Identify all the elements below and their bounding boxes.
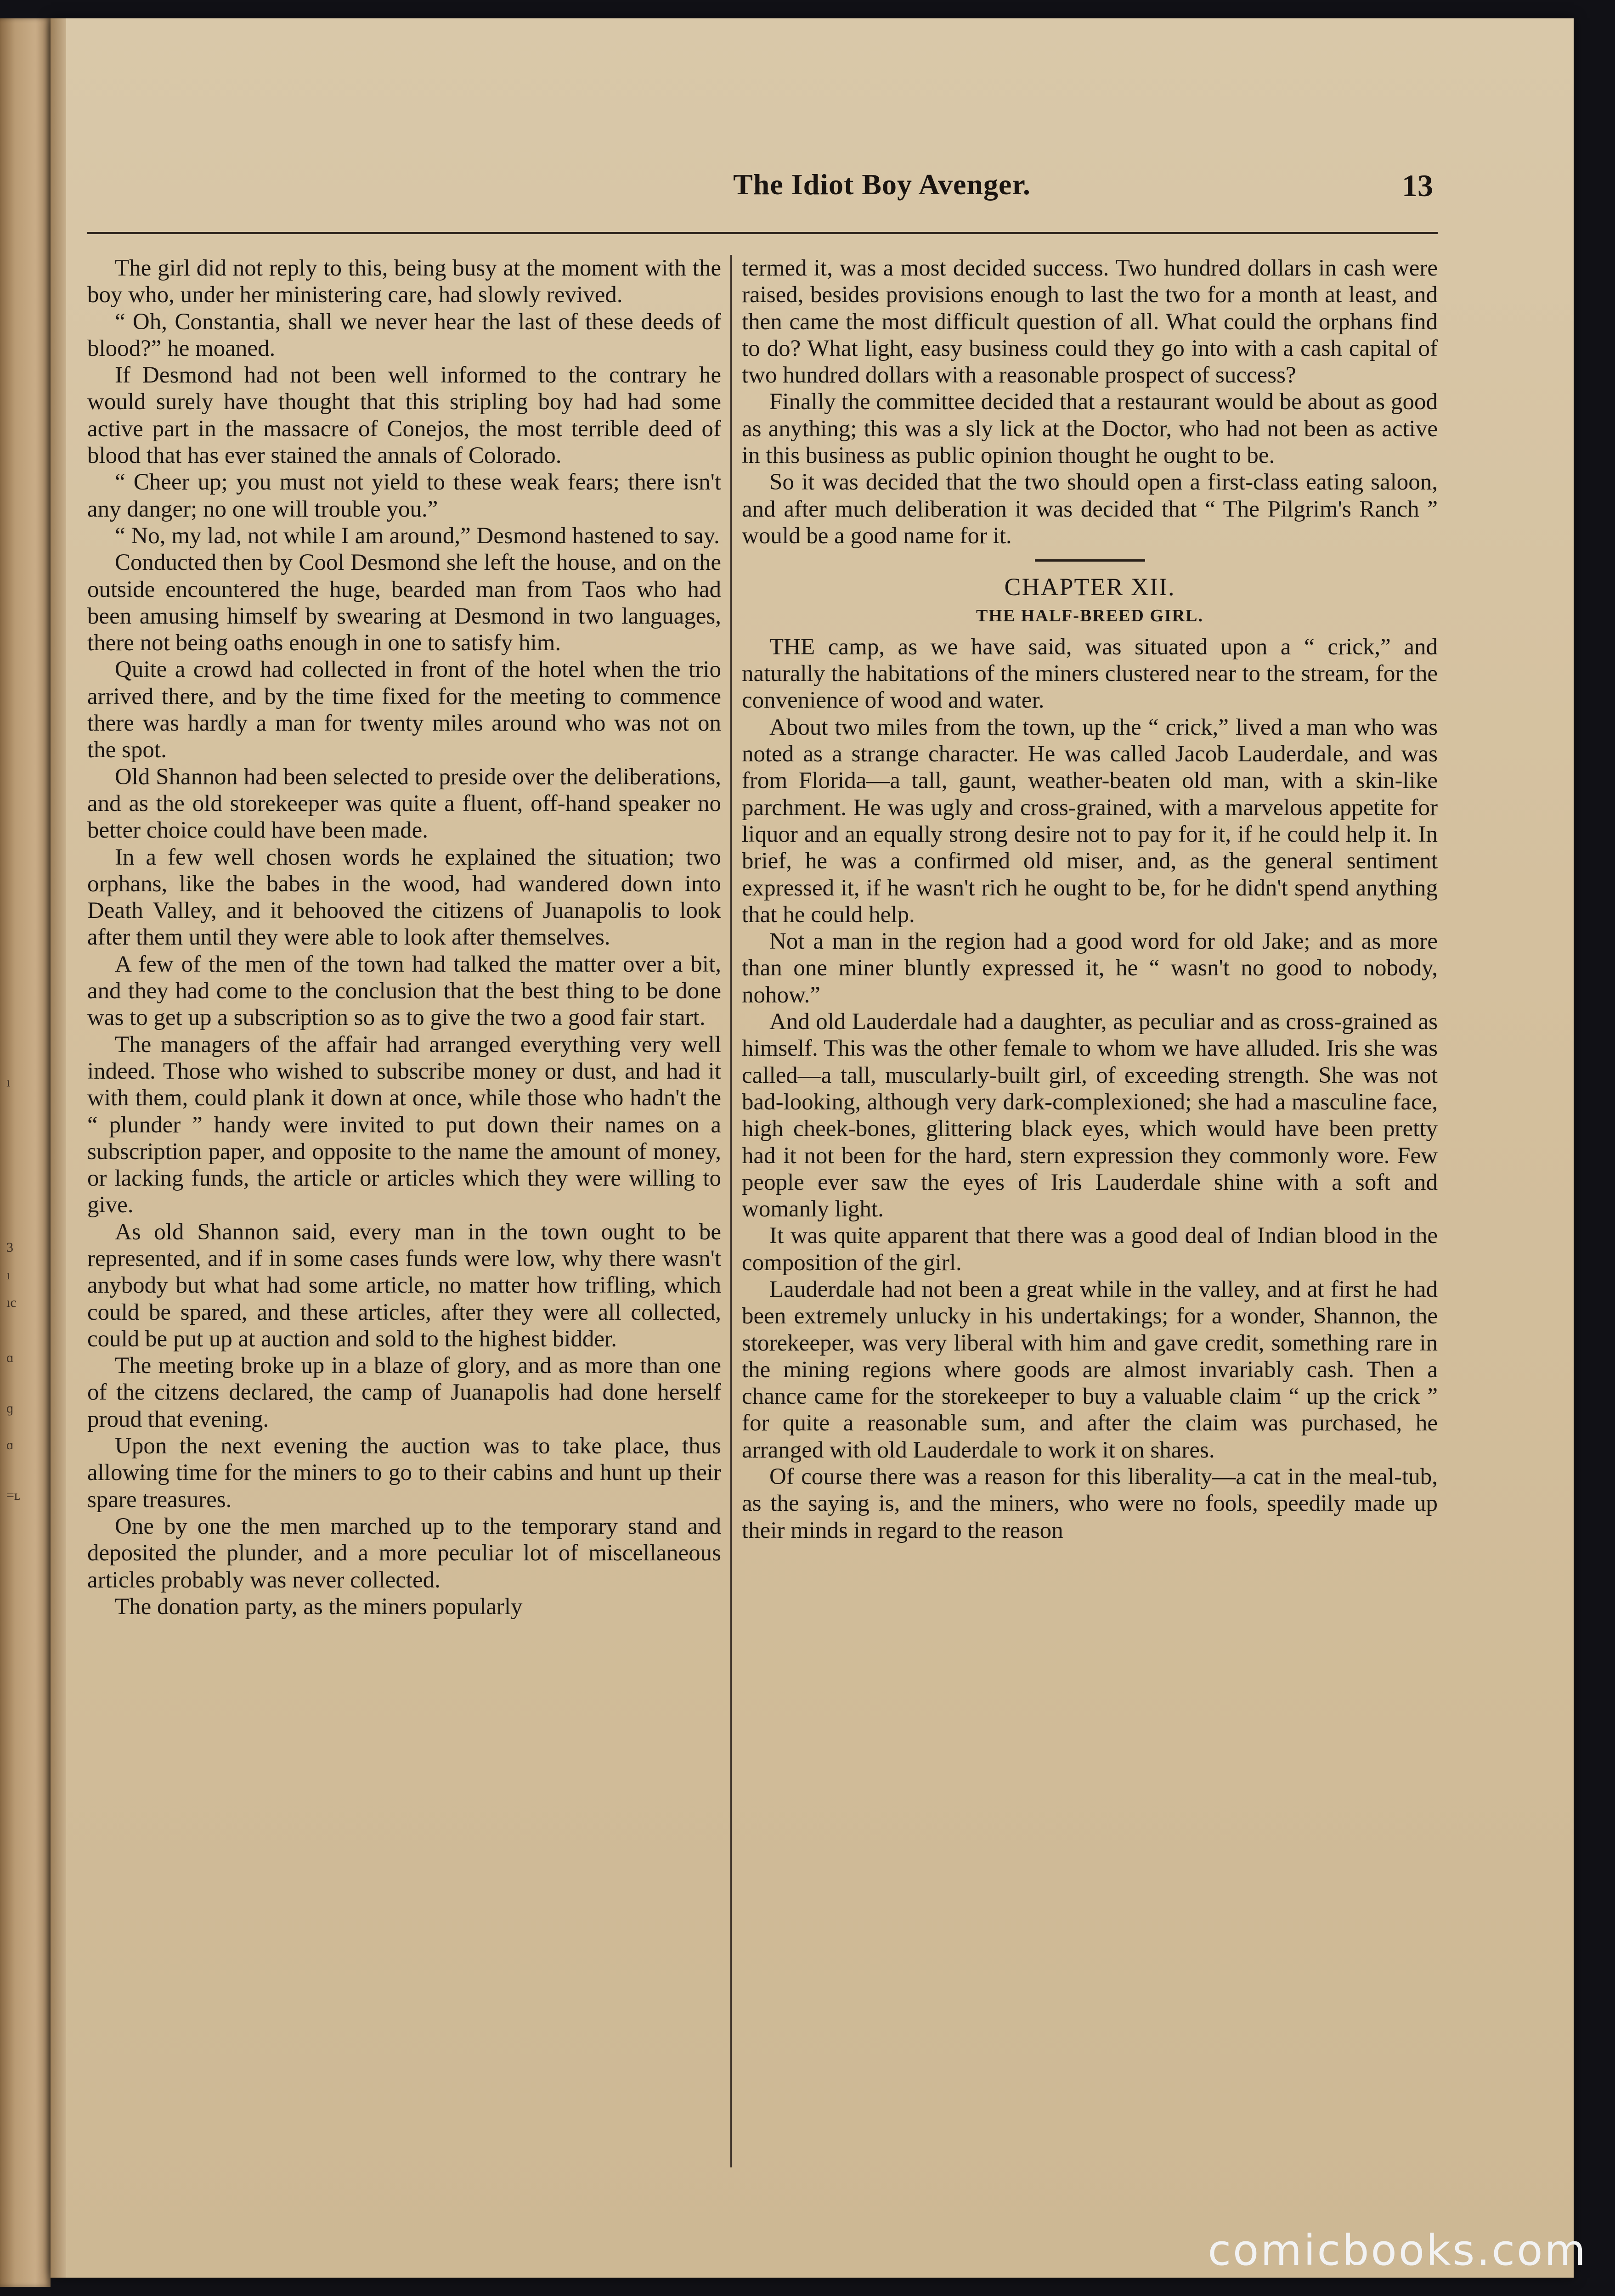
paragraph: THE camp, as we have said, was situated upon a “ crick,” and naturally the habitations of the miners clustered near to the stream, for the convenience of wood and water. bbox=[742, 634, 1438, 714]
page-edge-fragment: 3 bbox=[6, 1240, 13, 1255]
paragraph: The girl did not reply to this, being busy at the moment with the boy who, under her ministering care, had slowly revived. bbox=[87, 255, 721, 308]
left-column bbox=[87, 255, 721, 1620]
page-edge-fragment: ɑ bbox=[6, 1437, 14, 1452]
paragraph: Finally the committee decided that a restaurant would be about as good as anything; this was a sly lick at the Doctor, who had not been as active in this business as public opinion thought he ought to be. bbox=[742, 389, 1438, 469]
paragraph: It was quite apparent that there was a good deal of Indian blood in the composition of the girl. bbox=[742, 1223, 1438, 1276]
paragraph: So it was decided that the two should open a first-class eating saloon, and after much deliberation it was decided that “ The Pilgrim's Ranch ” would be a good name for it. bbox=[742, 469, 1438, 549]
page-edge-fragment: ı bbox=[6, 1075, 11, 1090]
right-column bbox=[742, 255, 1438, 1544]
paragraph: Not a man in the region had a good word for old Jake; and as more than one miner bluntly expressed it, he “ wasn't no good to nobody, nohow.” bbox=[742, 929, 1438, 1008]
page-edge-fragment: ɡ bbox=[6, 1401, 13, 1416]
paragraph: Quite a crowd had collected in front of the hotel when the trio arrived there, and by the time fixed for the meeting to commence there was hardly a man for twenty miles around who was not on the spot. bbox=[87, 657, 721, 763]
page-edge-fragment: ı bbox=[6, 1267, 11, 1283]
header-rule bbox=[87, 232, 1438, 234]
paragraph: A few of the men of the town had talked the matter over a bit, and they had come to the conclusion that the best thing to be done was to get up a subscription so as to give the two a good fair start. bbox=[87, 951, 721, 1031]
running-title: The Idiot Boy Avenger. bbox=[733, 168, 1031, 201]
paragraph: The donation party, as the miners popularly bbox=[115, 1593, 523, 1620]
paragraph: The meeting broke up in a blaze of glory, and as more than one of the citzens declared, the camp of Juanapolis had done herself proud that evening. bbox=[87, 1353, 721, 1432]
running-header bbox=[92, 168, 1433, 218]
chapter-subtitle: THE HALF-BREED GIRL. bbox=[976, 606, 1204, 625]
paragraph: Old Shannon had been selected to preside over the deliberations, and as the old storekeeper was quite a fluent, off-hand speaker no better choice could have been made. bbox=[87, 764, 721, 844]
paragraph: Conducted then by Cool Desmond she left the house, and on the outside encountered the huge, bearded man from Taos who had been amusing himself by swearing at Desmond in two languages, there not being oaths enough in one to satisfy him. bbox=[87, 550, 721, 656]
paragraph: Upon the next evening the auction was to take place, thus allowing time for the miners to go to their cabins and hunt up their spare treasures. bbox=[87, 1433, 721, 1513]
paragraph: One by one the men marched up to the temporary stand and deposited the plunder, and a more peculiar lot of miscellaneous articles probably was never collected. bbox=[87, 1513, 721, 1593]
paragraph: In a few well chosen words he explained the situation; two orphans, like the babes in the wood, had wandered down into Death Valley, and it behooved the citizens of Juanapolis to look after them until they were able to look after themselves. bbox=[87, 844, 721, 951]
chapter-rule bbox=[1035, 559, 1145, 562]
paragraph: As old Shannon said, every man in the town ought to be represented, and if in some cases funds were low, why there wasn't anybody but what had some article, no matter how trifling, which could be spared, and these articles, after they were all collected, could be put up at auction and sold to the highest bidder. bbox=[87, 1219, 721, 1352]
paragraph: Lauderdale had not been a great while in the valley, and at first he had been extremely unlucky in his undertakings; for a wonder, Shannon, the storekeeper, was very liberal with him and gave credit, something rare in the mining regions where goods are almost invariably cash. Then a chance came for the storekeeper to buy a valuable claim “ up the crick ” for quite a reasonable sum, and after the claim was purchased, he arranged with old Lauderdale to work it on shares. bbox=[742, 1276, 1438, 1463]
paragraph: About two miles from the town, up the “ crick,” lived a man who was noted as a strange character. He was called Jacob Lauderdale, and was from Florida—a tall, gaunt, weather-beaten old man, with a skin-like parchment. He was ugly and cross-grained, with a marvelous appetite for liquor and an equally strong desire not to pay for it, if he could help it. In brief, he was a confirmed old miser, and, as the general sentiment expressed it, if he wasn't rich he ought to be, for he didn't spend anything that he could help. bbox=[742, 714, 1438, 928]
page-edge-fragment: ɑ bbox=[6, 1350, 14, 1365]
page-edge-fragment: ıc bbox=[6, 1295, 17, 1310]
paragraph: “ Oh, Constantia, shall we never hear the last of these deeds of blood?” he moaned. bbox=[87, 309, 721, 361]
paragraph: The managers of the affair had arranged everything very well indeed. Those who wished to subscribe money or dust, and had it with them, could plank it down at once, while those who hadn't the “ plunder ” handy were invited to put down their names on a subscription paper, and opposite to the name the amount of money, or lacking funds, the article or articles which they were willing to give. bbox=[87, 1031, 721, 1218]
page-spine bbox=[51, 18, 66, 2278]
previous-page-edge bbox=[0, 18, 51, 2287]
paragraph: Of course there was a reason for this liberality—a cat in the meal-tub, as the saying is, and the miners, who were no fools, speedily made up their minds in regard to the reason bbox=[742, 1464, 1438, 1543]
paragraph: termed it, was a most decided success. Two hundred dollars in cash were raised, besides provisions enough to last the two for a month at least, and then came the most difficult question of all. What could the orphans find to do? What light, easy business could they go into with a cash capital of two hundred dollars with a reasonable prospect of success? bbox=[742, 255, 1438, 388]
paragraph: “ No, my lad, not while I am around,” Desmond hastened to say. bbox=[115, 523, 720, 549]
paragraph: “ Cheer up; you must not yield to these weak fears; there isn't any danger; no one will trouble you.” bbox=[87, 469, 721, 522]
page-edge-fragment: =ʟ bbox=[6, 1488, 20, 1503]
page-number: 13 bbox=[1402, 168, 1433, 203]
chapter-title: CHAPTER XII. bbox=[1004, 573, 1175, 601]
paragraph: If Desmond had not been well informed to the contrary he would surely have thought that this stripling boy had had some active part in the massacre of Conejos, the most terrible deed of blood that has ever stained the annals of Colorado. bbox=[87, 362, 721, 469]
column-divider bbox=[730, 255, 732, 2167]
site-watermark: comicbooks.com bbox=[1208, 2226, 1587, 2275]
paragraph: And old Lauderdale had a daughter, as peculiar and as cross-grained as himself. This was the other female to whom we have alluded. Iris she was called—a tall, muscularly-built girl, of exceeding strength. She was not bad-looking, although very dark-complexioned; she had a masculine face, high cheek-bones, glittering black eyes, which would have been pretty had it not been for the hard, stern expression they commonly wore. Few people ever saw the eyes of Iris Lauderdale shine with a soft and womanly light. bbox=[742, 1009, 1438, 1222]
